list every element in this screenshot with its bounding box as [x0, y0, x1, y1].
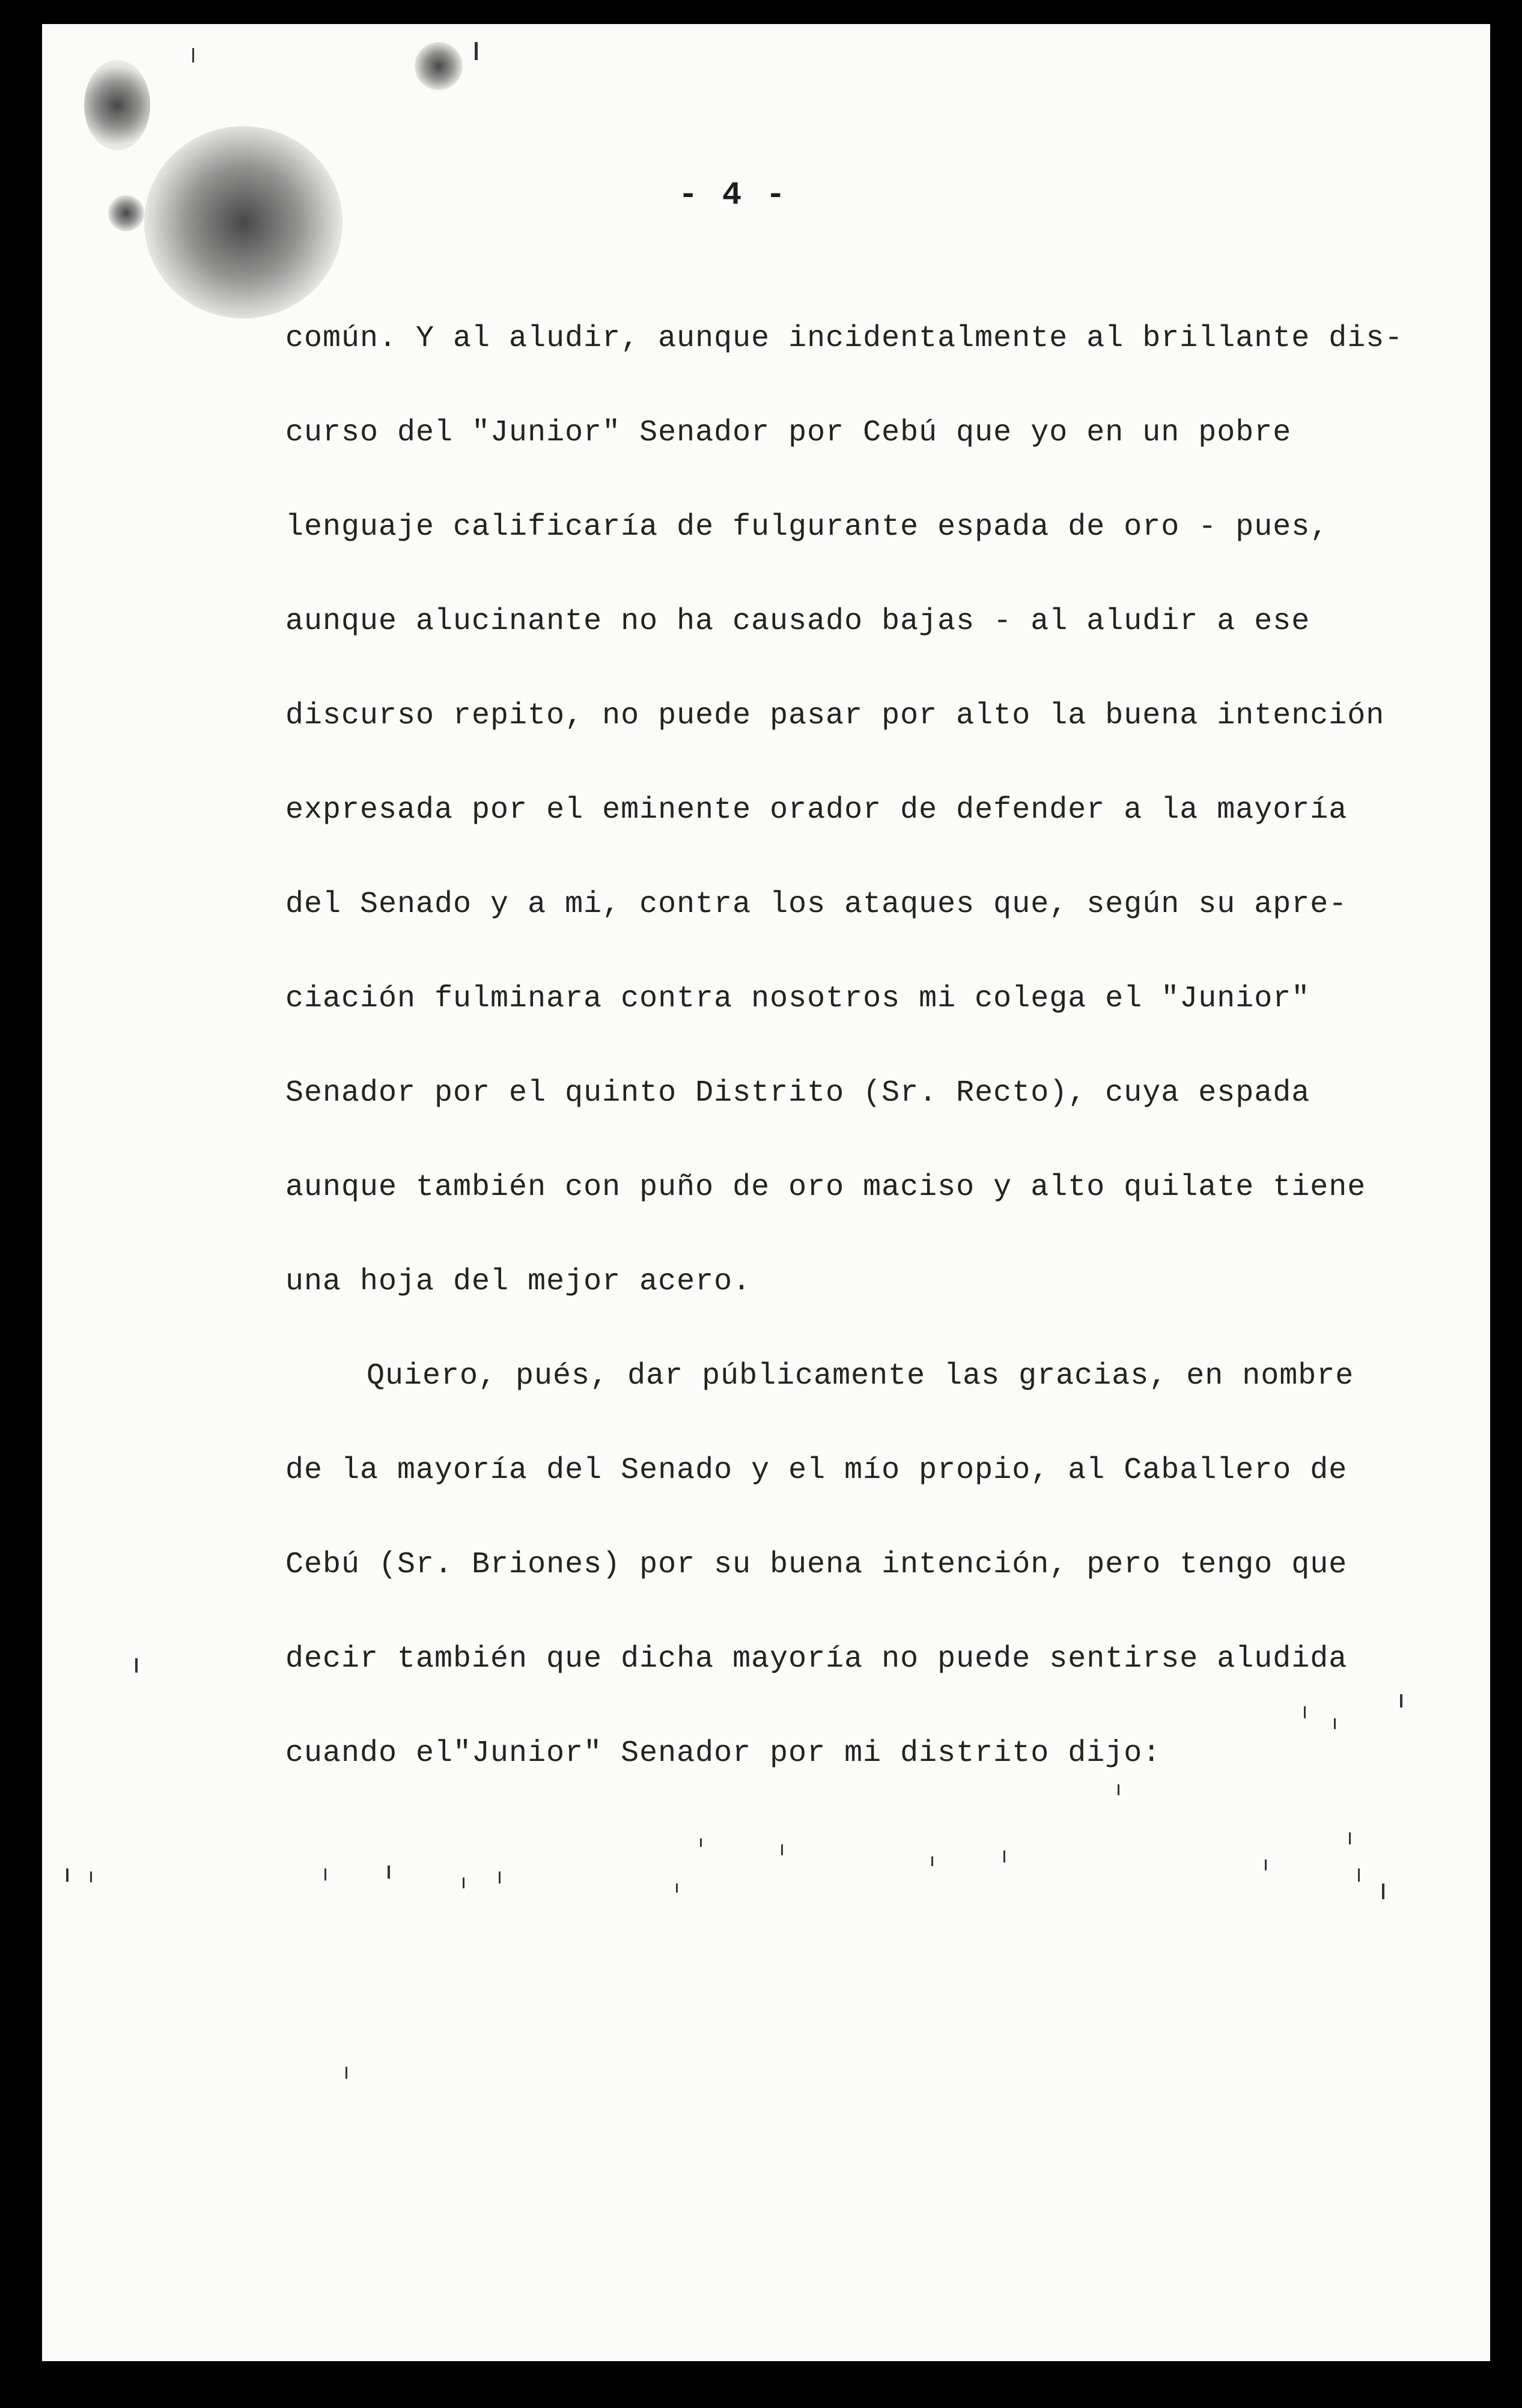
text-line: lenguaje calificaría de fulgurante espada de oro - pues, — [285, 510, 1329, 544]
body-text — [285, 291, 1445, 1801]
text-line: cuando el"Junior" Senador por mi distrito dijo: — [285, 1736, 1161, 1771]
text-line: Cebú (Sr. Briones) por su buena intención, pero tengo que — [285, 1548, 1348, 1582]
text-line: Quiero, pués, dar públicamente las gracias, en nombre — [367, 1359, 1354, 1393]
text-line: una hoja del mejor acero. — [285, 1265, 752, 1299]
text-line: del Senado y a mi, contra los ataques que, según su apre- — [285, 887, 1348, 922]
text-line: decir también que dicha mayoría no puede sentirse aludida — [285, 1642, 1348, 1676]
text-line: de la mayoría del Senado y el mío propio, al Caballero de — [285, 1453, 1348, 1488]
text-line: expresada por el eminente orador de defender a la mayoría — [285, 793, 1348, 827]
document-page — [42, 24, 1490, 2361]
text-line: común. Y al aludir, aunque incidentalmente al brillante dis- — [285, 321, 1404, 356]
text-line: curso del "Junior" Senador por Cebú que yo en un pobre — [285, 416, 1292, 450]
text-line: aunque alucinante no ha causado bajas - al aludir a ese — [285, 604, 1310, 639]
ink-stain — [415, 42, 463, 90]
text-line: aunque también con puño de oro maciso y alto quilate tiene — [285, 1170, 1366, 1205]
text-line: Senador por el quinto Distrito (Sr. Recto), cuya espada — [285, 1076, 1310, 1110]
ink-stain — [108, 195, 144, 231]
ink-stain — [144, 126, 342, 318]
ink-stain — [84, 60, 150, 150]
page-number: - 4 - — [678, 177, 788, 214]
text-line: ciación fulminara contra nosotros mi colega el "Junior" — [285, 982, 1310, 1016]
text-line: discurso repito, no puede pasar por alto la buena intención — [285, 699, 1385, 733]
